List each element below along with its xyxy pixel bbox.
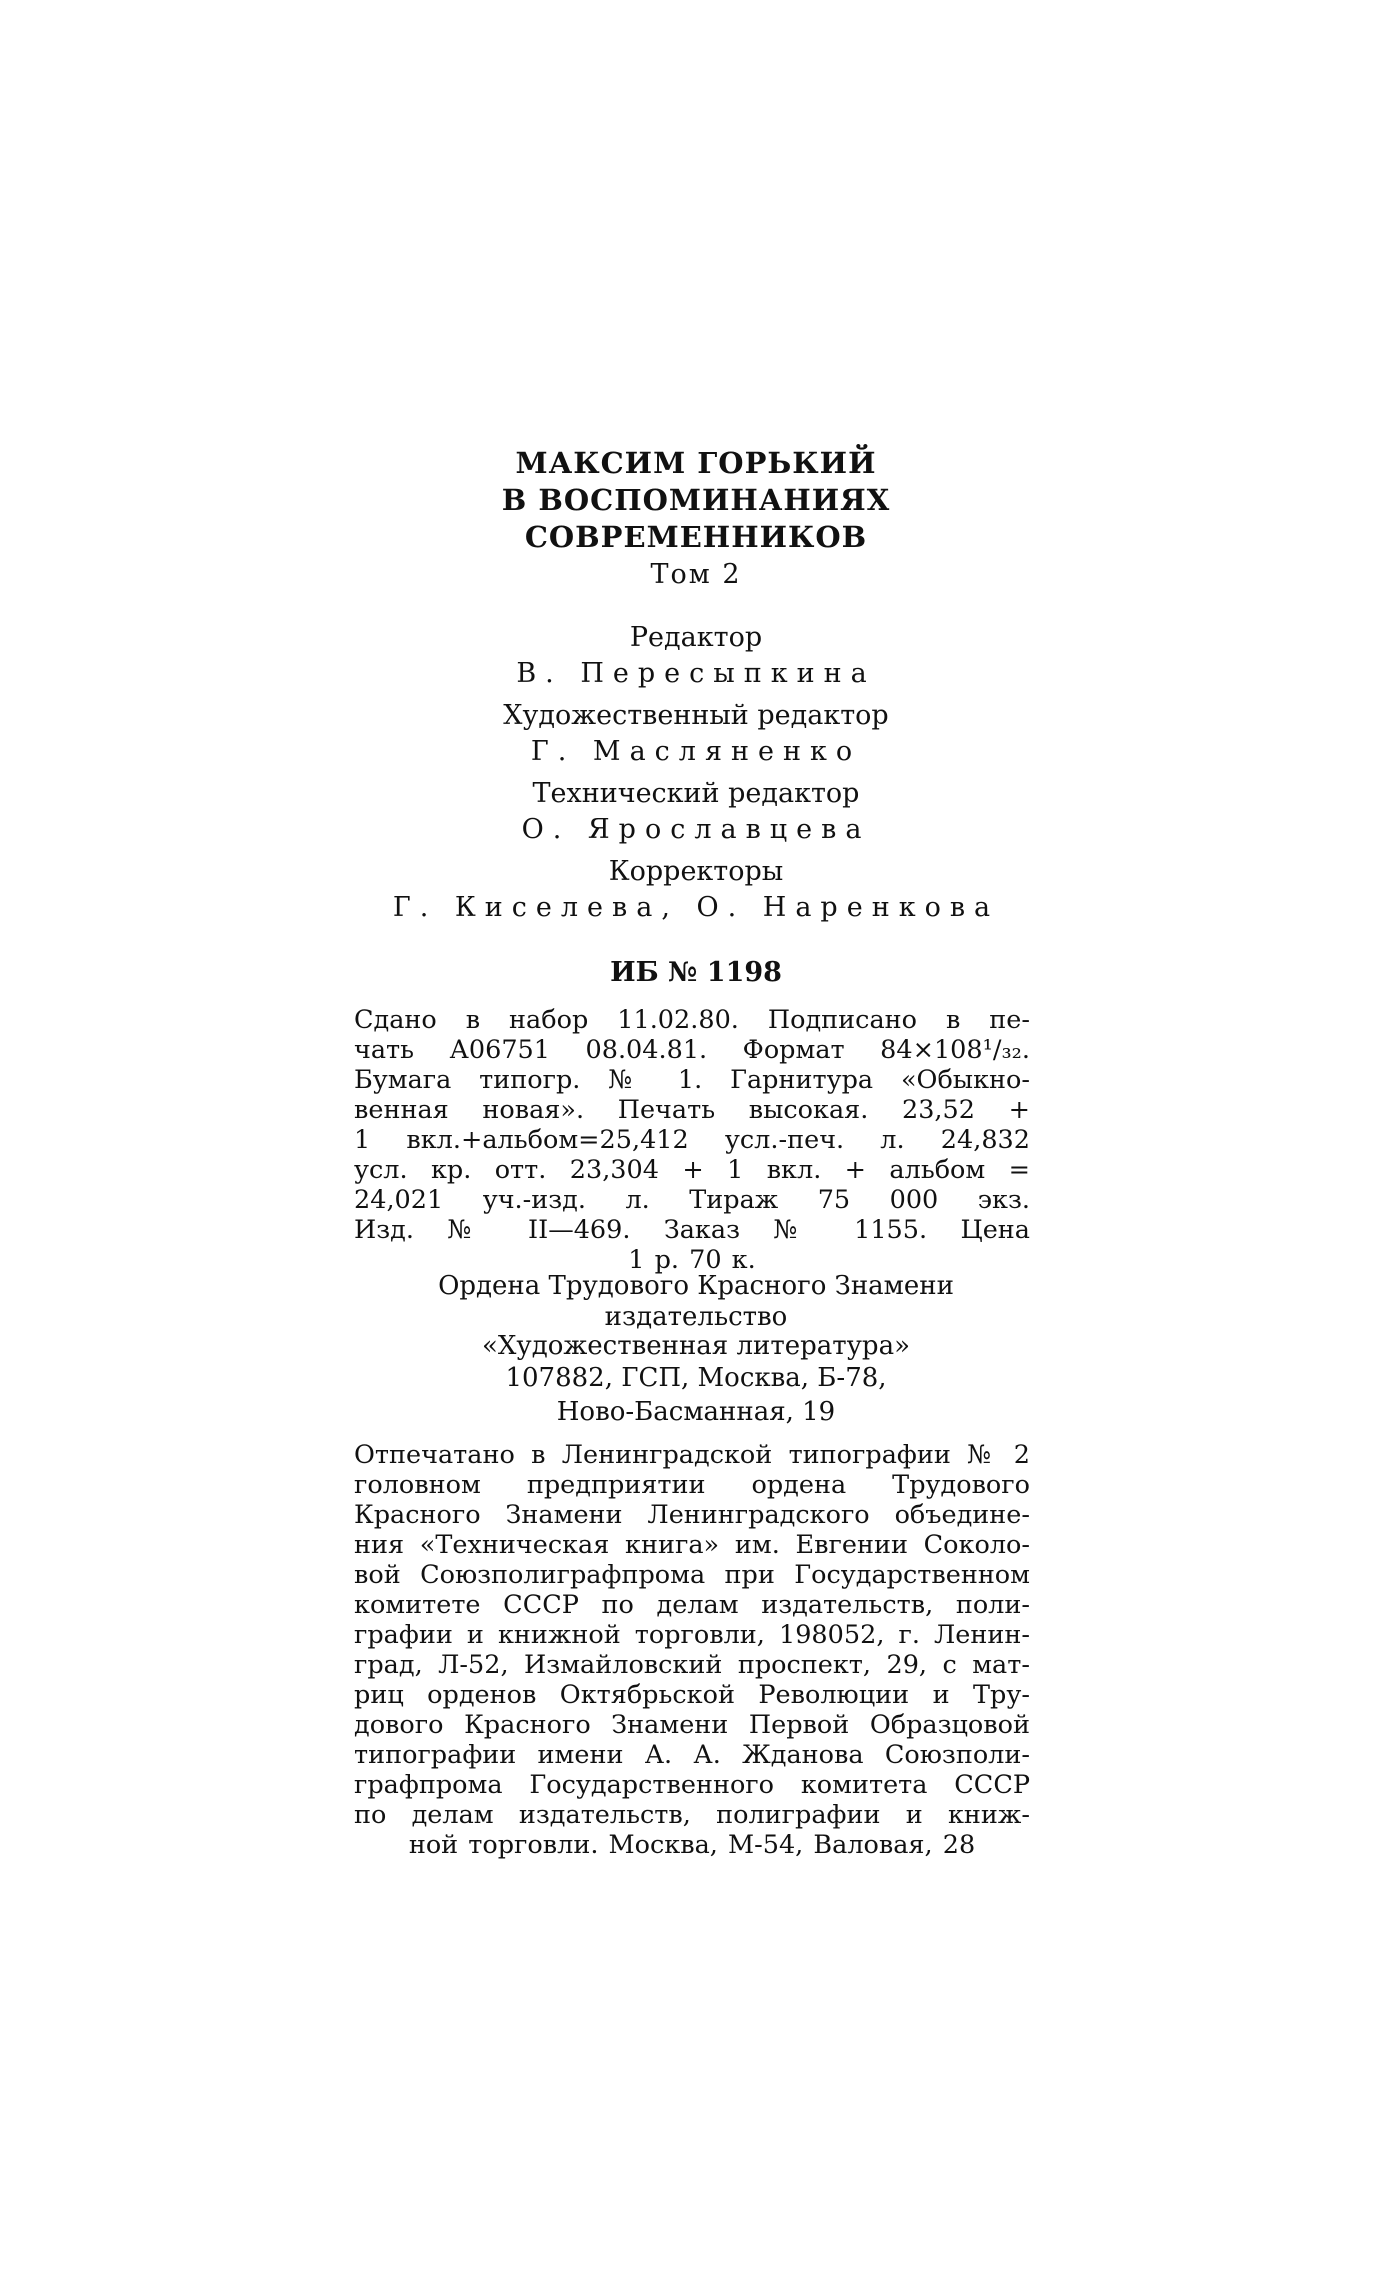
credit-art-editor [0, 698, 1392, 770]
credit-role: Корректоры [608, 856, 784, 887]
printer-line: риц орденов Октябрьской Революции и Тру- [354, 1680, 1030, 1710]
credit-role: Редактор [629, 622, 763, 653]
publisher-line: 107882, ГСП, Москва, Б-78, [505, 1363, 887, 1393]
printer-line: головном предприятии ордена Трудового [354, 1470, 1030, 1500]
credit-name: В. Пересыпкина [516, 658, 876, 689]
credit-name: Г. Киселева, О. Наренкова [392, 892, 1000, 923]
imprint-details [354, 1005, 1030, 1275]
printer-line: типографии имени А. А. Жданова Союзполи- [354, 1740, 1030, 1770]
credit-correctors [0, 854, 1392, 926]
credit-editor [0, 620, 1392, 692]
credit-tech-editor [0, 776, 1392, 848]
title-line-2: В ВОСПОМИНАНИЯХ [501, 483, 891, 517]
volume-number: Том 2 [650, 559, 742, 590]
imprint-line: Сдано в набор 11.02.80. Подписано в пе- [354, 1005, 1030, 1035]
imprint-line: 1 вкл.+альбом=25,412 усл.-печ. л. 24,832 [354, 1125, 1030, 1155]
printer-line: по делам издательств, полиграфии и книж- [354, 1800, 1030, 1830]
publisher-line: издательство [604, 1302, 788, 1332]
printer-line: Отпечатано в Ленинградской типографии № 2 [354, 1440, 1030, 1470]
credit-role: Художественный редактор [503, 700, 889, 731]
title-line-3: СОВРЕМЕННИКОВ [524, 520, 868, 554]
credits-block [0, 620, 1392, 926]
imprint-line: усл. кр. отт. 23,304 + 1 вкл. + альбом = [354, 1155, 1030, 1185]
imprint-line: 1 р. 70 к. [628, 1245, 756, 1275]
credit-name: О. Ярославцева [521, 814, 871, 845]
printer-line: вой Союзполиграфпрома при Государственном [354, 1560, 1030, 1590]
printer-line: графпрома Государственного комитета СССР [354, 1770, 1030, 1800]
printer-line: ной торговли. Москва, М-54, Валовая, 28 [408, 1830, 976, 1860]
title-line-1: МАКСИМ ГОРЬКИЙ [515, 446, 877, 480]
printer-line: комитете СССР по делам издательств, поли- [354, 1590, 1030, 1620]
title-block [0, 445, 1392, 593]
publisher-block [0, 1268, 1392, 1430]
imprint-line: Изд. № II—469. Заказ № 1155. Цена [354, 1215, 1030, 1245]
ib-number: ИБ № 1198 [610, 957, 782, 988]
printer-line: графии и книжной торговли, 198052, г. Ленин- [354, 1620, 1030, 1650]
credit-role: Технический редактор [532, 778, 860, 809]
imprint-line: венная новая». Печать высокая. 23,52 + [354, 1095, 1030, 1125]
imprint-line: Бумага типогр. № 1. Гарнитура «Обыкно- [354, 1065, 1030, 1095]
publisher-line: Ново-Басманная, 19 [556, 1397, 836, 1427]
imprint-line: чать А06751 08.04.81. Формат 84×108¹/₃₂. [354, 1035, 1030, 1065]
publisher-line: «Художественная литература» [482, 1331, 910, 1361]
credit-name: Г. Масляненко [530, 736, 862, 767]
printer-block [354, 1440, 1030, 1860]
printer-line: град, Л-52, Измайловский проспект, 29, с мат- [354, 1650, 1030, 1680]
printer-line: Красного Знамени Ленинградского объедине- [354, 1500, 1030, 1530]
printer-line: дового Красного Знамени Первой Образцовой [354, 1710, 1030, 1740]
ib-number-block [0, 955, 1392, 991]
publisher-line: Ордена Трудового Красного Знамени [438, 1271, 954, 1301]
imprint-line: 24,021 уч.-изд. л. Тираж 75 000 экз. [354, 1185, 1030, 1215]
printer-line: ния «Техническая книга» им. Евгении Соколо- [354, 1530, 1030, 1560]
